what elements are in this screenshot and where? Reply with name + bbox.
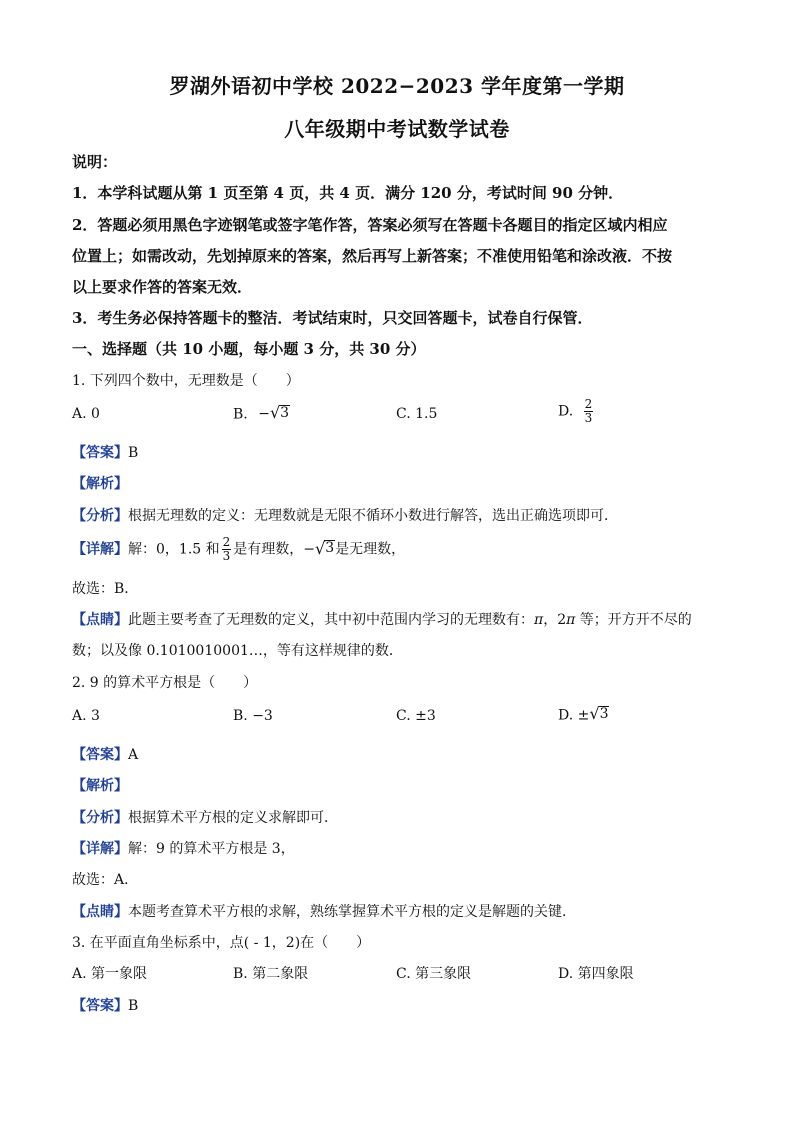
q2-option-d-radicand: 3 xyxy=(599,706,609,722)
q2-fenxi-text: 根据算术平方根的定义求解即可． xyxy=(128,810,338,826)
q1-comment-pi: π xyxy=(534,612,544,628)
sqrt-symbol: √ 3 xyxy=(269,403,290,423)
exam-title-line1: 罗湖外语初中学校 2022−2023 学年度第一学期 xyxy=(169,74,625,98)
q2-option-d xyxy=(558,706,609,723)
q1-stem: 1. 下列四个数中，无理数是（ ） xyxy=(72,373,300,389)
q3-stem: 3. 在平面直角坐标系中，点( - 1，2)在（ ） xyxy=(72,935,371,951)
detail-tag: 【详解】 xyxy=(72,541,128,558)
q1-comment-text-c: 等；开方开不尽的 xyxy=(575,612,692,628)
q1-fenxi-text: 根据无理数的定义：无理数就是无限不循环小数进行解答，选出正确选项即可． xyxy=(128,508,618,524)
fraction-denominator: 3 xyxy=(222,549,231,563)
analysis-tag: 【解析】 xyxy=(72,778,128,794)
q3-option-a: A. 第一象限 xyxy=(72,966,148,982)
q1-analysis-tag xyxy=(72,473,732,493)
q1-detail xyxy=(72,536,732,563)
exam-title-line2: 八年级期中考试数学试卷 xyxy=(284,117,510,141)
q1-comment-text-a: 此题主要考查了无理数的定义，其中初中范围内学习的无理数有： xyxy=(128,612,534,628)
comment-tag: 【点睛】 xyxy=(72,904,128,920)
q2-detail xyxy=(72,838,732,858)
instruction-item-2-line2: 位置上；如需改动，先划掉原来的答案，然后再写上新答案；不准使用铅笔和涂改液．不按 xyxy=(72,247,673,265)
q2-comment xyxy=(72,901,732,921)
q1-option-c: C. 1.5 xyxy=(396,406,438,422)
q2-analysis-tag xyxy=(72,775,732,795)
q1-detail-fraction xyxy=(222,536,232,563)
q2-fenxi xyxy=(72,807,732,827)
q1-detail-text-c: 是无理数， xyxy=(335,541,406,558)
q2-conclusion: 故选：A． xyxy=(72,872,139,888)
answer-tag: 【答案】 xyxy=(72,998,128,1014)
section-heading: 一、选择题（共 10 小题，每小题 3 分，共 30 分） xyxy=(72,340,426,358)
q1-detail-text-a: 解：0，1.5 和 xyxy=(128,541,220,558)
q3-option-c: C. 第三象限 xyxy=(396,966,472,982)
q1-option-b-prefix: B. xyxy=(233,406,248,423)
q1-option-b-sign: − xyxy=(258,406,270,423)
q3-option-b: B. 第二象限 xyxy=(233,966,309,982)
q2-option-c: C. ±3 xyxy=(396,708,436,724)
q2-detail-text: 解：9 的算术平方根是 3， xyxy=(128,841,295,857)
q1-option-d xyxy=(558,398,595,425)
q1-comment-line2: 数；以及像 0.1010010001…，等有这样规律的数． xyxy=(72,643,403,659)
fraction-numerator: 2 xyxy=(584,397,593,411)
instructions-label: 说明： xyxy=(72,153,118,171)
q2-stem: 2. 9 的算术平方根是（ ） xyxy=(72,675,258,691)
q1-answer xyxy=(72,442,732,462)
q2-option-a: A. 3 xyxy=(72,708,100,724)
q1-option-d-fraction xyxy=(584,398,594,425)
q1-fenxi xyxy=(72,505,732,525)
q1-option-b xyxy=(233,405,290,422)
q3-option-d: D. 第四象限 xyxy=(558,966,634,982)
sqrt-symbol: √ 3 xyxy=(315,538,335,558)
q2-option-d-prefix: D. ± xyxy=(558,707,590,724)
fenxi-tag: 【分析】 xyxy=(72,508,128,524)
instruction-item-3: 3．考生务必保持答题卡的整洁．考试结束时，只交回答题卡，试卷自行保管． xyxy=(72,309,593,327)
q3-answer-value: B xyxy=(128,998,139,1014)
answer-tag: 【答案】 xyxy=(72,747,128,763)
q2-answer xyxy=(72,744,732,764)
fraction-denominator: 3 xyxy=(584,411,593,425)
analysis-tag: 【解析】 xyxy=(72,476,128,492)
answer-tag: 【答案】 xyxy=(72,445,128,461)
q1-comment-text-b: ，2 xyxy=(543,612,567,628)
q1-answer-value: B xyxy=(128,445,139,461)
instruction-item-2-line3: 以上要求作答的答案无效． xyxy=(72,278,253,296)
detail-tag: 【详解】 xyxy=(72,841,128,857)
fraction-numerator: 2 xyxy=(222,535,231,549)
instruction-item-1: 1．本学科试题从第 1 页至第 4 页，共 4 页．满分 120 分，考试时间 90 分钟． xyxy=(72,184,624,202)
q1-detail-text-b: 是有理数，− xyxy=(233,541,315,558)
comment-tag: 【点睛】 xyxy=(72,612,128,628)
q1-comment-line1 xyxy=(72,609,732,629)
q2-comment-text: 本题考查算术平方根的求解，熟练掌握算术平方根的定义是解题的关键． xyxy=(128,904,576,920)
sqrt-symbol: √ 3 xyxy=(589,704,609,724)
q1-option-b-radicand: 3 xyxy=(280,405,290,421)
q2-answer-value: A xyxy=(128,747,139,763)
q3-answer xyxy=(72,995,732,1015)
q1-detail-radicand: 3 xyxy=(325,540,335,557)
q2-option-b: B. −3 xyxy=(233,708,273,724)
fenxi-tag: 【分析】 xyxy=(72,810,128,826)
q1-option-d-prefix: D. xyxy=(558,403,574,420)
q1-option-a: A. 0 xyxy=(72,406,100,422)
q1-conclusion: 故选：B． xyxy=(72,581,139,597)
q1-comment-pi: π xyxy=(566,612,576,628)
instruction-item-2-line1: 2．答题必须用黑色字迹钢笔或签字笔作答，答案必须写在答题卡各题目的指定区域内相应 xyxy=(72,216,668,234)
